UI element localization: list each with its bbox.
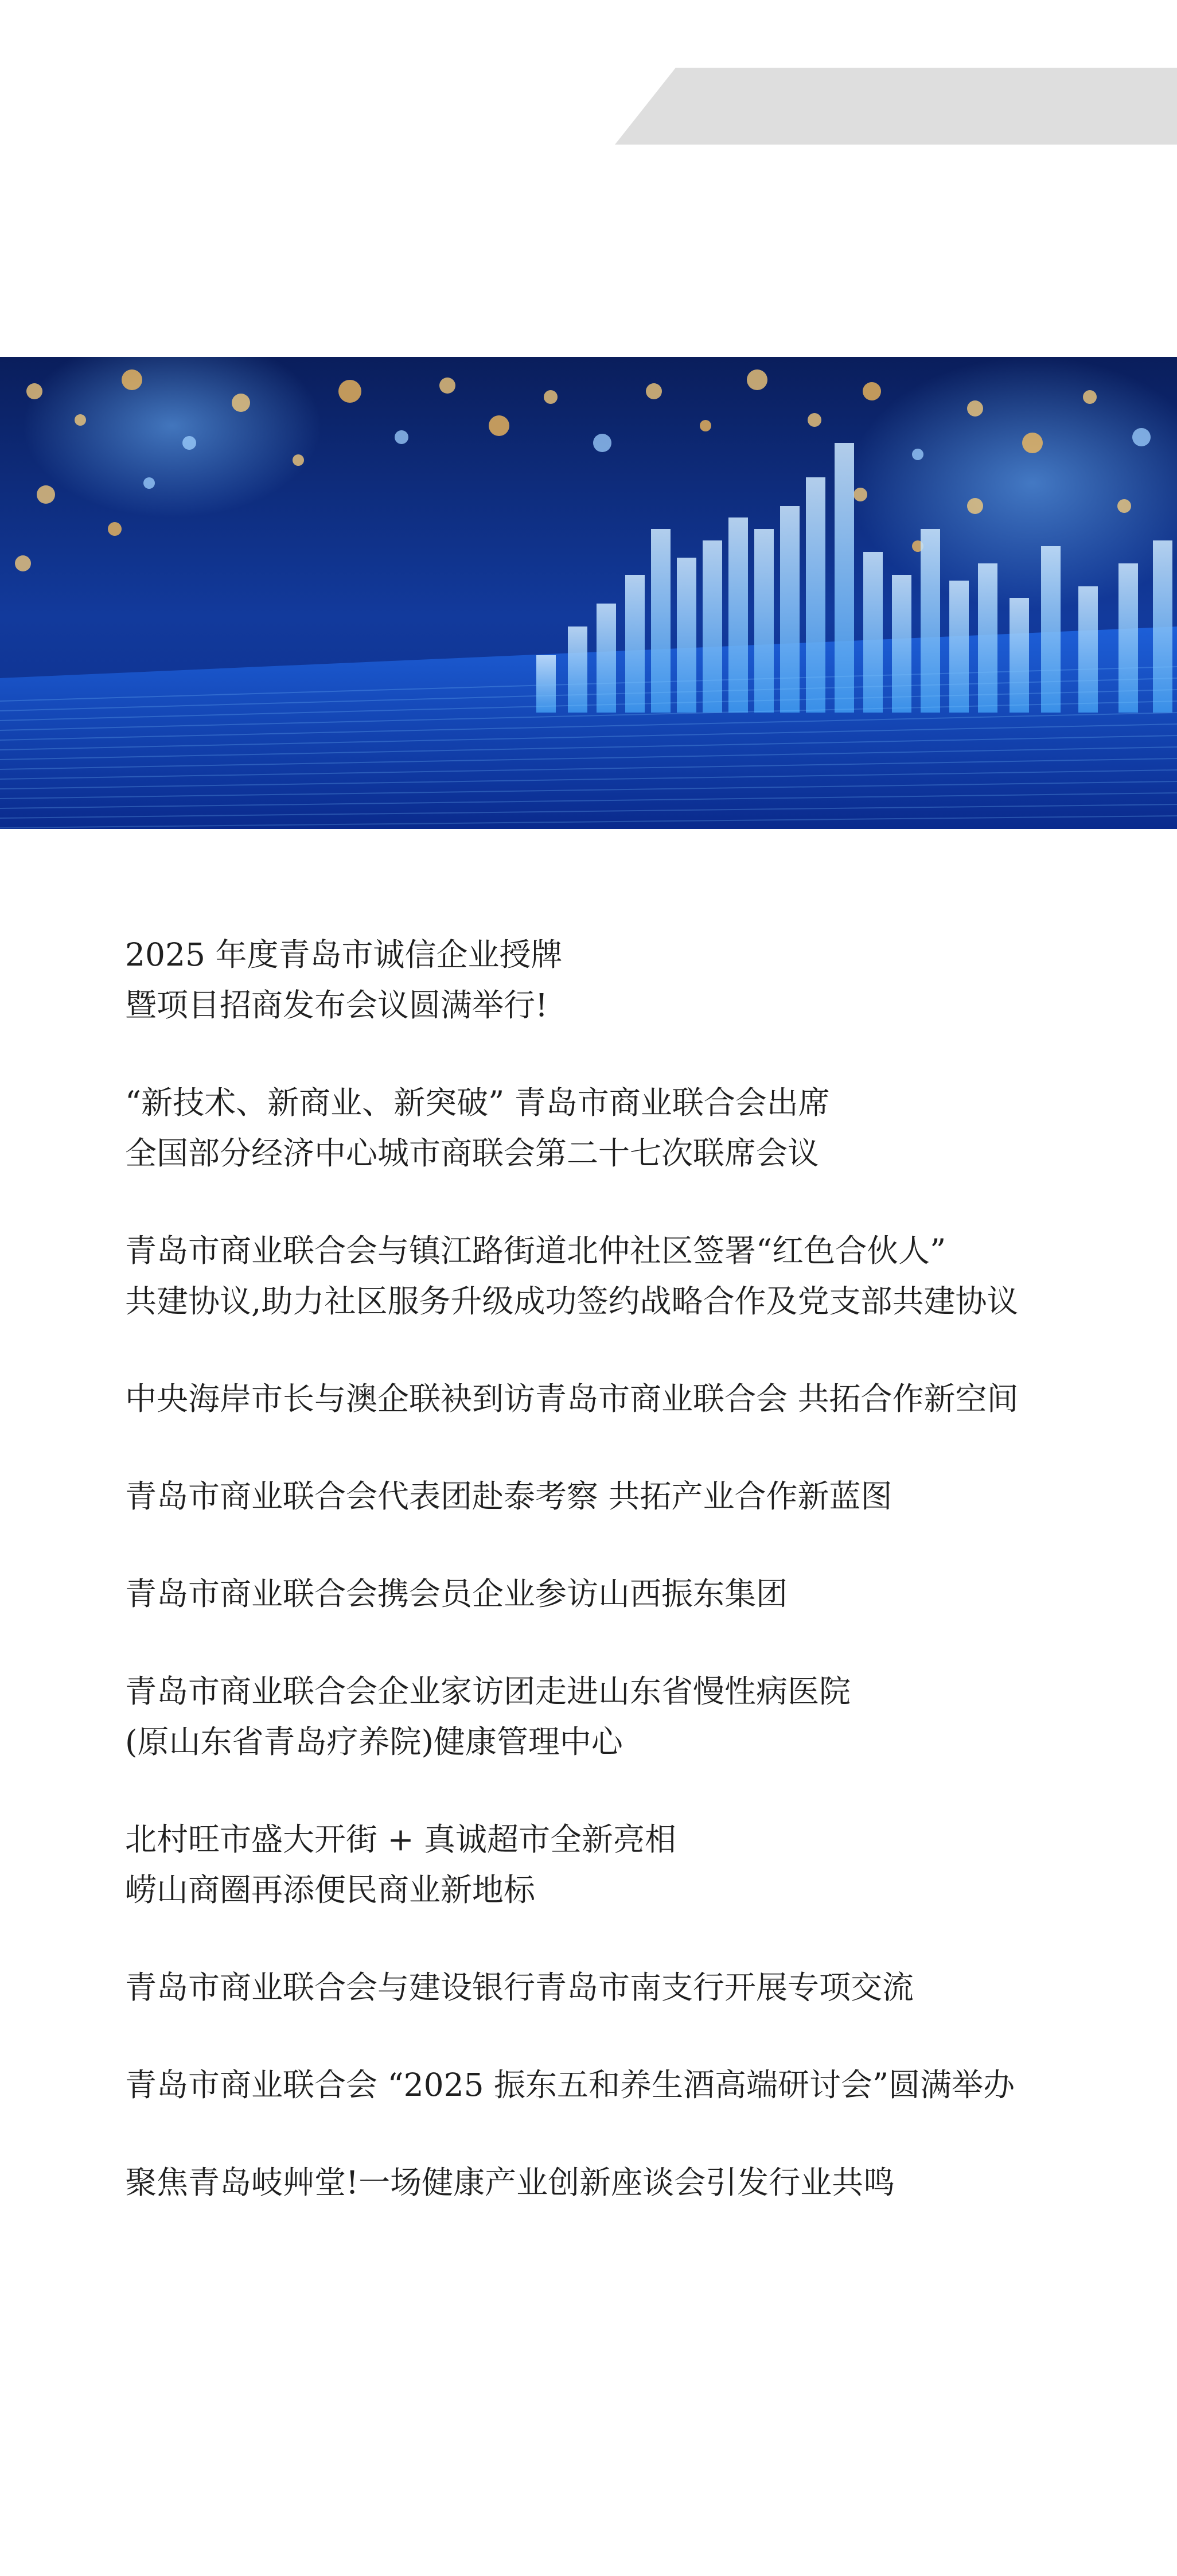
banner-bokeh-dot bbox=[912, 449, 923, 460]
news-item-line: 北村旺市盛大开街 + 真诚超市全新亮相 bbox=[125, 1821, 677, 1858]
corner-decoration bbox=[0, 0, 1177, 149]
news-item[interactable] bbox=[125, 1569, 1157, 1619]
banner-bar-shape bbox=[597, 604, 616, 713]
banner-bokeh-dot bbox=[593, 434, 611, 452]
banner-bokeh-dot bbox=[143, 477, 155, 489]
news-item[interactable] bbox=[125, 2157, 1157, 2208]
news-item-line: “新技术、新商业、新突破” 青岛市商业联合会出席 bbox=[125, 1084, 830, 1121]
banner-bokeh-dot bbox=[967, 400, 983, 417]
news-item-line: 全国部分经济中心城市商联会第二十七次联席会议 bbox=[125, 1135, 820, 1172]
banner-bokeh-dot bbox=[338, 380, 361, 403]
banner-bar-shape bbox=[892, 575, 911, 713]
banner-bar-shape bbox=[1041, 546, 1061, 713]
banner-bokeh-dot bbox=[544, 390, 558, 404]
banner-bokeh-dot bbox=[747, 369, 767, 390]
news-item-line: 青岛市商业联合会携会员企业参访山西振东集团 bbox=[125, 1575, 788, 1612]
banner-bar-shape bbox=[568, 627, 587, 713]
banner-bar-shape bbox=[728, 517, 748, 713]
banner-bar-shape bbox=[651, 529, 671, 713]
banner-bokeh-dot bbox=[293, 454, 304, 466]
news-item[interactable] bbox=[125, 1225, 1157, 1326]
banner-bokeh-dot bbox=[15, 555, 31, 571]
news-item-line: 共建协议,助力社区服务升级成功签约战略合作及党支部共建协议 bbox=[125, 1283, 1019, 1320]
news-item-line: 青岛市商业联合会与建设银行青岛市南支行开展专项交流 bbox=[125, 1969, 914, 2006]
banner-bar-shape bbox=[780, 506, 800, 713]
news-item[interactable] bbox=[125, 1471, 1157, 1522]
banner-bokeh-dot bbox=[108, 522, 122, 536]
news-item-line: 聚焦青岛岐艸堂!一场健康产业创新座谈会引发行业共鸣 bbox=[125, 2164, 895, 2201]
news-item[interactable] bbox=[125, 1962, 1157, 2013]
news-item-line: 中央海岸市长与澳企联袂到访青岛市商业联合会 共拓合作新空间 bbox=[125, 1380, 1019, 1417]
banner-bar-shape bbox=[625, 575, 645, 713]
news-item[interactable] bbox=[125, 1814, 1157, 1915]
news-item[interactable] bbox=[125, 929, 1157, 1030]
banner-illustration bbox=[0, 357, 1177, 829]
banner-bar-shape bbox=[536, 655, 556, 713]
banner-bar-shape bbox=[863, 552, 883, 713]
banner-bar-shape bbox=[978, 563, 997, 713]
banner-bar-shape bbox=[1010, 598, 1029, 713]
news-item[interactable] bbox=[125, 1666, 1157, 1767]
banner-bar-shape bbox=[754, 529, 774, 713]
banner-bar-shape bbox=[677, 558, 696, 713]
news-item-line: 2025 年度青岛市诚信企业授牌 bbox=[125, 936, 563, 973]
banner-bar-shape bbox=[949, 581, 969, 713]
news-item-line: (原山东省青岛疗养院)健康管理中心 bbox=[125, 1723, 623, 1760]
news-list bbox=[125, 929, 1157, 2255]
news-item-line: 崂山商圈再添便民商业新地标 bbox=[125, 1871, 536, 1908]
banner-bokeh-dot bbox=[967, 498, 983, 514]
banner-bokeh-dot bbox=[863, 382, 881, 400]
news-item[interactable] bbox=[125, 1077, 1157, 1178]
banner-bokeh-dot bbox=[1117, 499, 1131, 513]
news-item[interactable] bbox=[125, 1373, 1157, 1424]
banner-bokeh-dot bbox=[37, 485, 55, 504]
banner-bokeh-dot bbox=[1132, 428, 1151, 446]
banner-bar-shape bbox=[1153, 540, 1172, 713]
header-banner bbox=[0, 357, 1177, 829]
banner-bokeh-dot bbox=[75, 414, 86, 426]
news-item-line: 青岛市商业联合会 “2025 振东五和养生酒高端研讨会”圆满举办 bbox=[125, 2067, 1015, 2103]
banner-bokeh-dot bbox=[853, 488, 867, 501]
banner-bokeh-dot bbox=[489, 415, 509, 436]
banner-bokeh-dot bbox=[395, 430, 408, 444]
news-item-line: 青岛市商业联合会企业家访团走进山东省慢性病医院 bbox=[125, 1673, 851, 1710]
banner-bar-shape bbox=[835, 443, 854, 713]
banner-bokeh-dot bbox=[439, 378, 455, 394]
news-item[interactable] bbox=[125, 2060, 1157, 2110]
banner-bokeh-dot bbox=[700, 420, 711, 431]
banner-bokeh-dot bbox=[808, 413, 821, 427]
banner-bokeh-dot bbox=[232, 394, 250, 412]
news-item-line: 青岛市商业联合会代表团赴泰考察 共拓产业合作新蓝图 bbox=[125, 1478, 893, 1515]
banner-bokeh-dot bbox=[26, 383, 42, 399]
banner-bar-shape bbox=[1078, 586, 1098, 713]
news-item-line: 青岛市商业联合会与镇江路街道北仲社区签署“红色合伙人” bbox=[125, 1232, 946, 1269]
banner-bokeh-dot bbox=[646, 383, 662, 399]
banner-bokeh-dot bbox=[1022, 433, 1043, 453]
banner-bokeh-dot bbox=[182, 436, 196, 450]
news-item-line: 暨项目招商发布会议圆满举行! bbox=[125, 987, 548, 1024]
banner-bar-shape bbox=[703, 540, 722, 713]
banner-bokeh-dot bbox=[1083, 390, 1097, 404]
banner-bokeh-dot bbox=[122, 369, 142, 390]
